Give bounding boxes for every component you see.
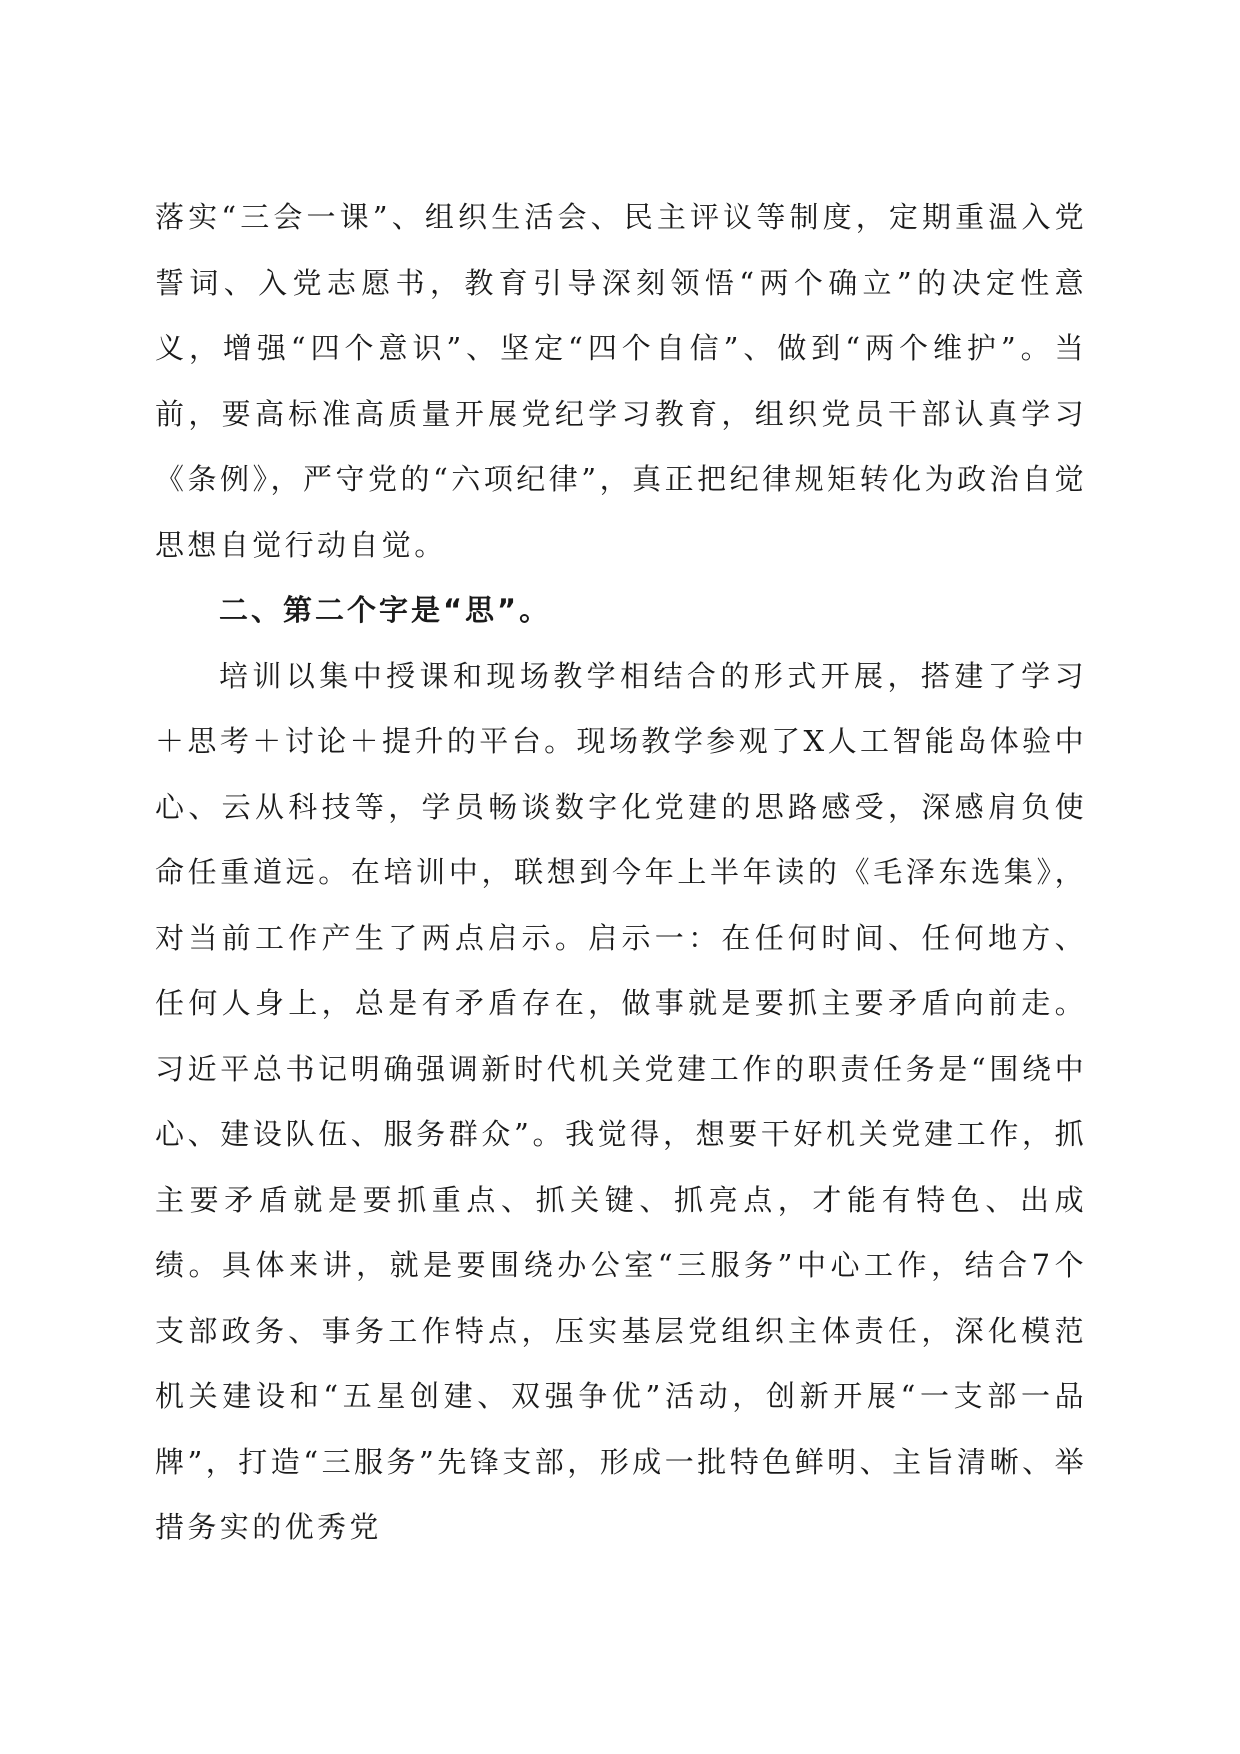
paragraph-training: 培训以集中授课和现场教学相结合的形式开展，搭建了学习＋思考＋讨论＋提升的平台。现场教学参观了X人工智能岛体验中心、云从科技等，学员畅谈数字化党建的思路感受，深感肩负使命任重道远。在培训中，联想到今年上半年读的《毛泽东选集》，对当前工作产生了两点启示。启示一：在任何时间、任何地方、任何人身上，总是有矛盾存在，做事就是要抓主要矛盾向前走。习近平总书记明确强调新时代机关党建工作的职责任务是“围绕中心、建设队伍、服务群众”。我觉得，想要干好机关党建工作，抓主要矛盾就是要抓重点、抓关键、抓亮点，才能有特色、出成绩。具体来讲，就是要围绕办公室“三服务”中心工作，结合7个支部政务、事务工作特点，压实基层党组织主体责任，深化模范机关建设和“五星创建、双强争优”活动，创新开展“一支部一品牌”，打造“三服务”先锋支部，形成一批特色鲜明、主旨清晰、举措务实的优秀党: [155, 658, 1087, 1544]
document-body: [155, 185, 1087, 1561]
paragraph-discipline: 落实“三会一课”、组织生活会、民主评议等制度，定期重温入党誓词、入党志愿书，教育引导深刻领悟“两个确立”的决定性意义，增强“四个意识”、坚定“四个自信”、做到“两个维护”。当前，要高标准高质量开展党纪学习教育，组织党员干部认真学习《条例》，严守党的“六项纪律”，真正把纪律规矩转化为政治自觉思想自觉行动自觉。: [155, 200, 1087, 562]
section-heading-si: 二、第二个字是“思”。: [219, 593, 552, 627]
